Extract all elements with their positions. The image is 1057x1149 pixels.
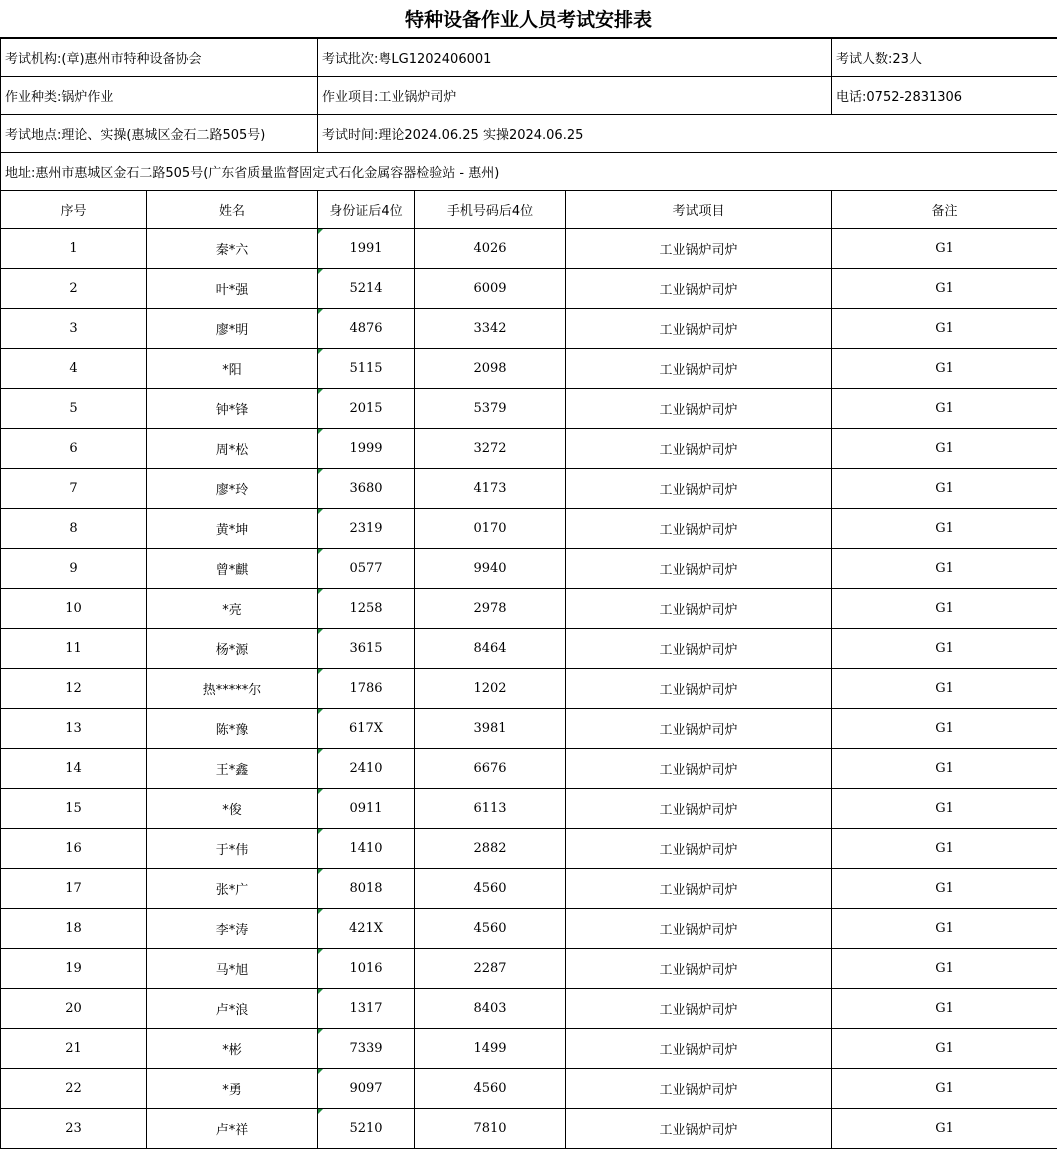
exam-item-cell[interactable]: 工业锅炉司炉 <box>566 629 832 669</box>
remark-cell[interactable]: G1 <box>832 1069 1057 1109</box>
id-last4-cell[interactable]: 617X <box>318 709 415 749</box>
exam-org[interactable]: 考试机构:(章)惠州市特种设备协会 <box>1 39 318 77</box>
remark-cell[interactable]: G1 <box>832 949 1057 989</box>
exam-item-cell[interactable]: 工业锅炉司炉 <box>566 749 832 789</box>
table-row <box>1 349 1057 389</box>
table-row <box>1 309 1057 349</box>
name-cell[interactable]: 钟*锋 <box>147 389 318 429</box>
exam-count[interactable]: 考试人数:23人 <box>832 39 1057 77</box>
seq-cell[interactable]: 22 <box>1 1069 147 1109</box>
id-last4-cell[interactable]: 2319 <box>318 509 415 549</box>
remark-cell[interactable]: G1 <box>832 629 1057 669</box>
remark-cell[interactable]: G1 <box>832 749 1057 789</box>
exam-item-cell[interactable]: 工业锅炉司炉 <box>566 709 832 749</box>
remark-cell[interactable]: G1 <box>832 709 1057 749</box>
name-cell[interactable]: 曾*麒 <box>147 549 318 589</box>
name-cell[interactable]: 秦*六 <box>147 229 318 269</box>
info-row-2 <box>1 77 1057 115</box>
seq-cell[interactable]: 11 <box>1 629 147 669</box>
id-last4-cell[interactable]: 3615 <box>318 629 415 669</box>
phone-last4-cell[interactable]: 1202 <box>415 669 566 709</box>
phone-last4-cell[interactable]: 3272 <box>415 429 566 469</box>
name-cell[interactable]: *亮 <box>147 589 318 629</box>
id-last4-cell[interactable]: 1991 <box>318 229 415 269</box>
seq-cell[interactable]: 12 <box>1 669 147 709</box>
remark-cell[interactable]: G1 <box>832 1109 1057 1149</box>
table-row <box>1 869 1057 909</box>
id-last4-cell[interactable]: 9097 <box>318 1069 415 1109</box>
table-row <box>1 509 1057 549</box>
phone-last4-cell[interactable]: 2098 <box>415 349 566 389</box>
remark-cell[interactable]: G1 <box>832 389 1057 429</box>
exam-item-cell[interactable]: 工业锅炉司炉 <box>566 349 832 389</box>
remark-cell[interactable]: G1 <box>832 589 1057 629</box>
seq-cell[interactable]: 20 <box>1 989 147 1029</box>
phone-last4-cell[interactable]: 9940 <box>415 549 566 589</box>
id-last4-cell[interactable]: 1016 <box>318 949 415 989</box>
name-cell[interactable]: 杨*源 <box>147 629 318 669</box>
table-row <box>1 669 1057 709</box>
exam-item-cell[interactable]: 工业锅炉司炉 <box>566 869 832 909</box>
column-header[interactable]: 备注 <box>832 191 1057 229</box>
exam-item-cell[interactable]: 工业锅炉司炉 <box>566 509 832 549</box>
phone-last4-cell[interactable]: 4560 <box>415 869 566 909</box>
table-row <box>1 949 1057 989</box>
seq-cell[interactable]: 1 <box>1 229 147 269</box>
remark-cell[interactable]: G1 <box>832 669 1057 709</box>
info-row-4 <box>1 153 1057 191</box>
seq-cell[interactable]: 16 <box>1 829 147 869</box>
name-cell[interactable]: 黄*坤 <box>147 509 318 549</box>
exam-item-cell[interactable]: 工业锅炉司炉 <box>566 789 832 829</box>
column-header[interactable]: 序号 <box>1 191 147 229</box>
seq-cell[interactable]: 2 <box>1 269 147 309</box>
table-row <box>1 229 1057 269</box>
column-header[interactable]: 手机号码后4位 <box>415 191 566 229</box>
name-cell[interactable]: 廖*明 <box>147 309 318 349</box>
table-row <box>1 709 1057 749</box>
remark-cell[interactable]: G1 <box>832 829 1057 869</box>
name-cell[interactable]: *阳 <box>147 349 318 389</box>
seq-cell[interactable]: 17 <box>1 869 147 909</box>
remark-cell[interactable]: G1 <box>832 549 1057 589</box>
name-cell[interactable]: 张*广 <box>147 869 318 909</box>
name-cell[interactable]: *彬 <box>147 1029 318 1069</box>
name-cell[interactable]: 王*鑫 <box>147 749 318 789</box>
phone-last4-cell[interactable]: 2882 <box>415 829 566 869</box>
seq-cell[interactable]: 21 <box>1 1029 147 1069</box>
id-last4-cell[interactable]: 0911 <box>318 789 415 829</box>
id-last4-cell[interactable]: 5214 <box>318 269 415 309</box>
seq-cell[interactable]: 19 <box>1 949 147 989</box>
seq-cell[interactable]: 6 <box>1 429 147 469</box>
exam-item-cell[interactable]: 工业锅炉司炉 <box>566 389 832 429</box>
table-row <box>1 549 1057 589</box>
column-header[interactable]: 姓名 <box>147 191 318 229</box>
exam-item-cell[interactable]: 工业锅炉司炉 <box>566 669 832 709</box>
exam-item-cell[interactable]: 工业锅炉司炉 <box>566 949 832 989</box>
remark-cell[interactable]: G1 <box>832 229 1057 269</box>
id-last4-cell[interactable]: 1786 <box>318 669 415 709</box>
exam-item-cell[interactable]: 工业锅炉司炉 <box>566 269 832 309</box>
id-last4-cell[interactable]: 421X <box>318 909 415 949</box>
table-row <box>1 1029 1057 1069</box>
exam-item-cell[interactable]: 工业锅炉司炉 <box>566 1069 832 1109</box>
column-header[interactable]: 身份证后4位 <box>318 191 415 229</box>
seq-cell[interactable]: 5 <box>1 389 147 429</box>
phone-last4-cell[interactable]: 8403 <box>415 989 566 1029</box>
table-row <box>1 629 1057 669</box>
exam-item-cell[interactable]: 工业锅炉司炉 <box>566 229 832 269</box>
name-cell[interactable]: 李*涛 <box>147 909 318 949</box>
remark-cell[interactable]: G1 <box>832 789 1057 829</box>
exam-batch[interactable]: 考试批次:粤LG1202406001 <box>318 39 832 77</box>
phone-last4-cell[interactable]: 1499 <box>415 1029 566 1069</box>
name-cell[interactable]: 卢*祥 <box>147 1109 318 1149</box>
phone-last4-cell[interactable]: 2978 <box>415 589 566 629</box>
seq-cell[interactable]: 3 <box>1 309 147 349</box>
id-last4-cell[interactable]: 3680 <box>318 469 415 509</box>
seq-cell[interactable]: 10 <box>1 589 147 629</box>
table-row <box>1 389 1057 429</box>
phone-last4-cell[interactable]: 2287 <box>415 949 566 989</box>
exam-address[interactable]: 地址:惠州市惠城区金石二路505号(广东省质量监督固定式石化金属容器检验站 - 惠州) <box>1 153 1057 191</box>
seq-cell[interactable]: 13 <box>1 709 147 749</box>
id-last4-cell[interactable]: 0577 <box>318 549 415 589</box>
name-cell[interactable]: 于*伟 <box>147 829 318 869</box>
seq-cell[interactable]: 8 <box>1 509 147 549</box>
remark-cell[interactable]: G1 <box>832 909 1057 949</box>
exam-item-cell[interactable]: 工业锅炉司炉 <box>566 429 832 469</box>
table-row <box>1 429 1057 469</box>
table-row <box>1 1069 1057 1109</box>
remark-cell[interactable]: G1 <box>832 509 1057 549</box>
phone-last4-cell[interactable]: 5379 <box>415 389 566 429</box>
phone-last4-cell[interactable]: 8464 <box>415 629 566 669</box>
exam-item-cell[interactable]: 工业锅炉司炉 <box>566 589 832 629</box>
id-last4-cell[interactable]: 8018 <box>318 869 415 909</box>
seq-cell[interactable]: 14 <box>1 749 147 789</box>
seq-cell[interactable]: 18 <box>1 909 147 949</box>
table-row <box>1 789 1057 829</box>
seq-cell[interactable]: 15 <box>1 789 147 829</box>
info-row-3 <box>1 115 1057 153</box>
id-last4-cell[interactable]: 1410 <box>318 829 415 869</box>
name-cell[interactable]: *俊 <box>147 789 318 829</box>
phone-last4-cell[interactable]: 6113 <box>415 789 566 829</box>
remark-cell[interactable]: G1 <box>832 309 1057 349</box>
remark-cell[interactable]: G1 <box>832 469 1057 509</box>
info-row-1 <box>1 39 1057 77</box>
contact-phone[interactable]: 电话:0752-2831306 <box>832 77 1057 115</box>
id-last4-cell[interactable]: 4876 <box>318 309 415 349</box>
exam-item-cell[interactable]: 工业锅炉司炉 <box>566 829 832 869</box>
sheet-title: 特种设备作业人员考试安排表 <box>0 0 1057 38</box>
id-last4-cell[interactable]: 7339 <box>318 1029 415 1069</box>
phone-last4-cell[interactable]: 4026 <box>415 229 566 269</box>
phone-last4-cell[interactable]: 6009 <box>415 269 566 309</box>
name-cell[interactable]: 周*松 <box>147 429 318 469</box>
table-row <box>1 749 1057 789</box>
name-cell[interactable]: 陈*豫 <box>147 709 318 749</box>
phone-last4-cell[interactable]: 4173 <box>415 469 566 509</box>
id-last4-cell[interactable]: 1317 <box>318 989 415 1029</box>
name-cell[interactable]: 马*旭 <box>147 949 318 989</box>
remark-cell[interactable]: G1 <box>832 1029 1057 1069</box>
phone-last4-cell[interactable]: 7810 <box>415 1109 566 1149</box>
name-cell[interactable]: 卢*浪 <box>147 989 318 1029</box>
phone-last4-cell[interactable]: 0170 <box>415 509 566 549</box>
remark-cell[interactable]: G1 <box>832 989 1057 1029</box>
name-cell[interactable]: 廖*玲 <box>147 469 318 509</box>
exam-item-cell[interactable]: 工业锅炉司炉 <box>566 1109 832 1149</box>
seq-cell[interactable]: 9 <box>1 549 147 589</box>
table-row <box>1 909 1057 949</box>
table-row <box>1 269 1057 309</box>
table-row <box>1 989 1057 1029</box>
exam-time[interactable]: 考试时间:理论2024.06.25 实操2024.06.25 <box>318 115 1057 153</box>
exam-item-cell[interactable]: 工业锅炉司炉 <box>566 989 832 1029</box>
phone-last4-cell[interactable]: 3981 <box>415 709 566 749</box>
name-cell[interactable]: *勇 <box>147 1069 318 1109</box>
schedule-table <box>0 38 1057 1149</box>
id-last4-cell[interactable]: 1258 <box>318 589 415 629</box>
name-cell[interactable]: 叶*强 <box>147 269 318 309</box>
id-last4-cell[interactable]: 2015 <box>318 389 415 429</box>
id-last4-cell[interactable]: 2410 <box>318 749 415 789</box>
id-last4-cell[interactable]: 5115 <box>318 349 415 389</box>
seq-cell[interactable]: 7 <box>1 469 147 509</box>
exam-item-cell[interactable]: 工业锅炉司炉 <box>566 469 832 509</box>
id-last4-cell[interactable]: 5210 <box>318 1109 415 1149</box>
remark-cell[interactable]: G1 <box>832 429 1057 469</box>
table-row <box>1 589 1057 629</box>
column-header[interactable]: 考试项目 <box>566 191 832 229</box>
phone-last4-cell[interactable]: 4560 <box>415 1069 566 1109</box>
table-row <box>1 1109 1057 1149</box>
seq-cell[interactable]: 23 <box>1 1109 147 1149</box>
work-project[interactable]: 作业项目:工业锅炉司炉 <box>318 77 832 115</box>
name-cell[interactable]: 热*****尔 <box>147 669 318 709</box>
seq-cell[interactable]: 4 <box>1 349 147 389</box>
remark-cell[interactable]: G1 <box>832 269 1057 309</box>
phone-last4-cell[interactable]: 6676 <box>415 749 566 789</box>
table-row <box>1 469 1057 509</box>
column-header-row <box>1 191 1057 229</box>
phone-last4-cell[interactable]: 4560 <box>415 909 566 949</box>
phone-last4-cell[interactable]: 3342 <box>415 309 566 349</box>
exam-item-cell[interactable]: 工业锅炉司炉 <box>566 909 832 949</box>
remark-cell[interactable]: G1 <box>832 869 1057 909</box>
exam-item-cell[interactable]: 工业锅炉司炉 <box>566 309 832 349</box>
exam-item-cell[interactable]: 工业锅炉司炉 <box>566 1029 832 1069</box>
table-row <box>1 829 1057 869</box>
exam-item-cell[interactable]: 工业锅炉司炉 <box>566 549 832 589</box>
work-category[interactable]: 作业种类:锅炉作业 <box>1 77 318 115</box>
remark-cell[interactable]: G1 <box>832 349 1057 389</box>
id-last4-cell[interactable]: 1999 <box>318 429 415 469</box>
exam-location[interactable]: 考试地点:理论、实操(惠城区金石二路505号) <box>1 115 318 153</box>
